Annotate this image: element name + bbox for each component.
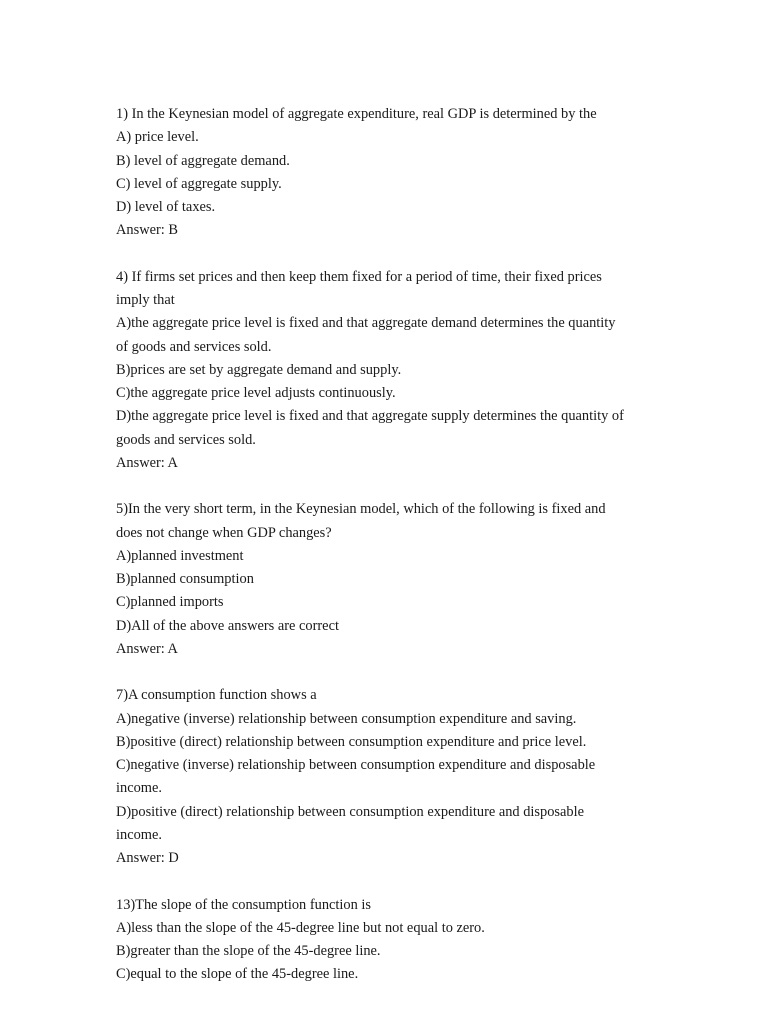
option-line: D)the aggregate price level is fixed and that aggregate supply determines the quantity of [116,408,624,425]
option-d [116,801,676,848]
option-line: income. [116,780,162,797]
option-line: C)the aggregate price level adjusts continuously. [116,385,396,401]
option-line: B)prices are set by aggregate demand and supply. [116,361,402,378]
option-line: B)positive (direct) relationship between consumption expenditure and price level. [116,733,587,750]
answer-text: Answer: B [116,222,178,239]
option-line: C)planned imports [116,594,224,611]
question-stem [116,266,676,313]
stem-line: 1) In the Keynesian model of aggregate expenditure, real GDP is determined by the [116,106,597,122]
stem-line: 7)A consumption function shows a [116,687,317,704]
question-1 [116,103,676,243]
option-c [116,754,676,801]
option-line: C)equal to the slope of the 45-degree line. [116,966,359,983]
question-list [116,103,676,1010]
question-5 [116,498,676,661]
option-line: D)All of the above answers are correct [116,617,339,634]
question-7 [116,684,676,870]
option-b [116,568,676,591]
option-line: B) level of aggregate demand. [116,152,290,169]
option-d [116,405,676,452]
question-stem [116,498,676,545]
answer-line [116,219,676,242]
question-stem [116,103,676,126]
option-a [116,312,676,359]
option-d [116,615,676,638]
option-line: C)negative (inverse) relationship between consumption expenditure and disposable [116,757,596,773]
option-a [116,126,676,149]
stem-line: imply that [116,292,175,308]
option-line: A) price level. [116,129,199,146]
option-a [116,917,676,940]
option-line: A)planned investment [116,547,244,564]
stem-line: 13)The slope of the consumption function is [116,896,371,913]
option-b [116,359,676,382]
option-line: D) level of taxes. [116,199,216,215]
answer-line [116,638,676,661]
answer-line [116,847,676,870]
question-13 [116,894,676,987]
option-line: A)the aggregate price level is fixed and that aggregate demand determines the quantity [116,315,616,332]
stem-line: does not change when GDP changes? [116,524,332,541]
stem-line: 5)In the very short term, in the Keynesian model, which of the following is fixed and [116,501,606,518]
answer-text: Answer: A [116,640,178,657]
option-a [116,545,676,568]
option-line: A)less than the slope of the 45-degree line but not equal to zero. [116,919,485,936]
option-a [116,708,676,731]
stem-line: 4) If firms set prices and then keep them fixed for a period of time, their fixed prices [116,268,602,285]
option-b [116,731,676,754]
option-line: B)planned consumption [116,571,254,587]
option-line: D)positive (direct) relationship between consumption expenditure and disposable [116,803,584,820]
option-b [116,150,676,173]
question-4 [116,266,676,475]
option-line: A)negative (inverse) relationship between consumption expenditure and saving. [116,710,577,727]
answer-text: Answer: D [116,850,179,866]
question-stem [116,684,676,707]
question-stem [116,894,676,917]
answer-line [116,452,676,475]
option-line: goods and services sold. [116,431,256,448]
option-b [116,940,676,963]
option-line: of goods and services sold. [116,338,272,355]
option-c [116,173,676,196]
option-c [116,382,676,405]
option-c [116,963,676,986]
answer-text: Answer: A [116,454,178,471]
option-line: income. [116,826,162,843]
option-c [116,591,676,614]
option-line: C) level of aggregate supply. [116,175,282,192]
option-d [116,196,676,219]
option-line: B)greater than the slope of the 45-degree line. [116,943,381,959]
